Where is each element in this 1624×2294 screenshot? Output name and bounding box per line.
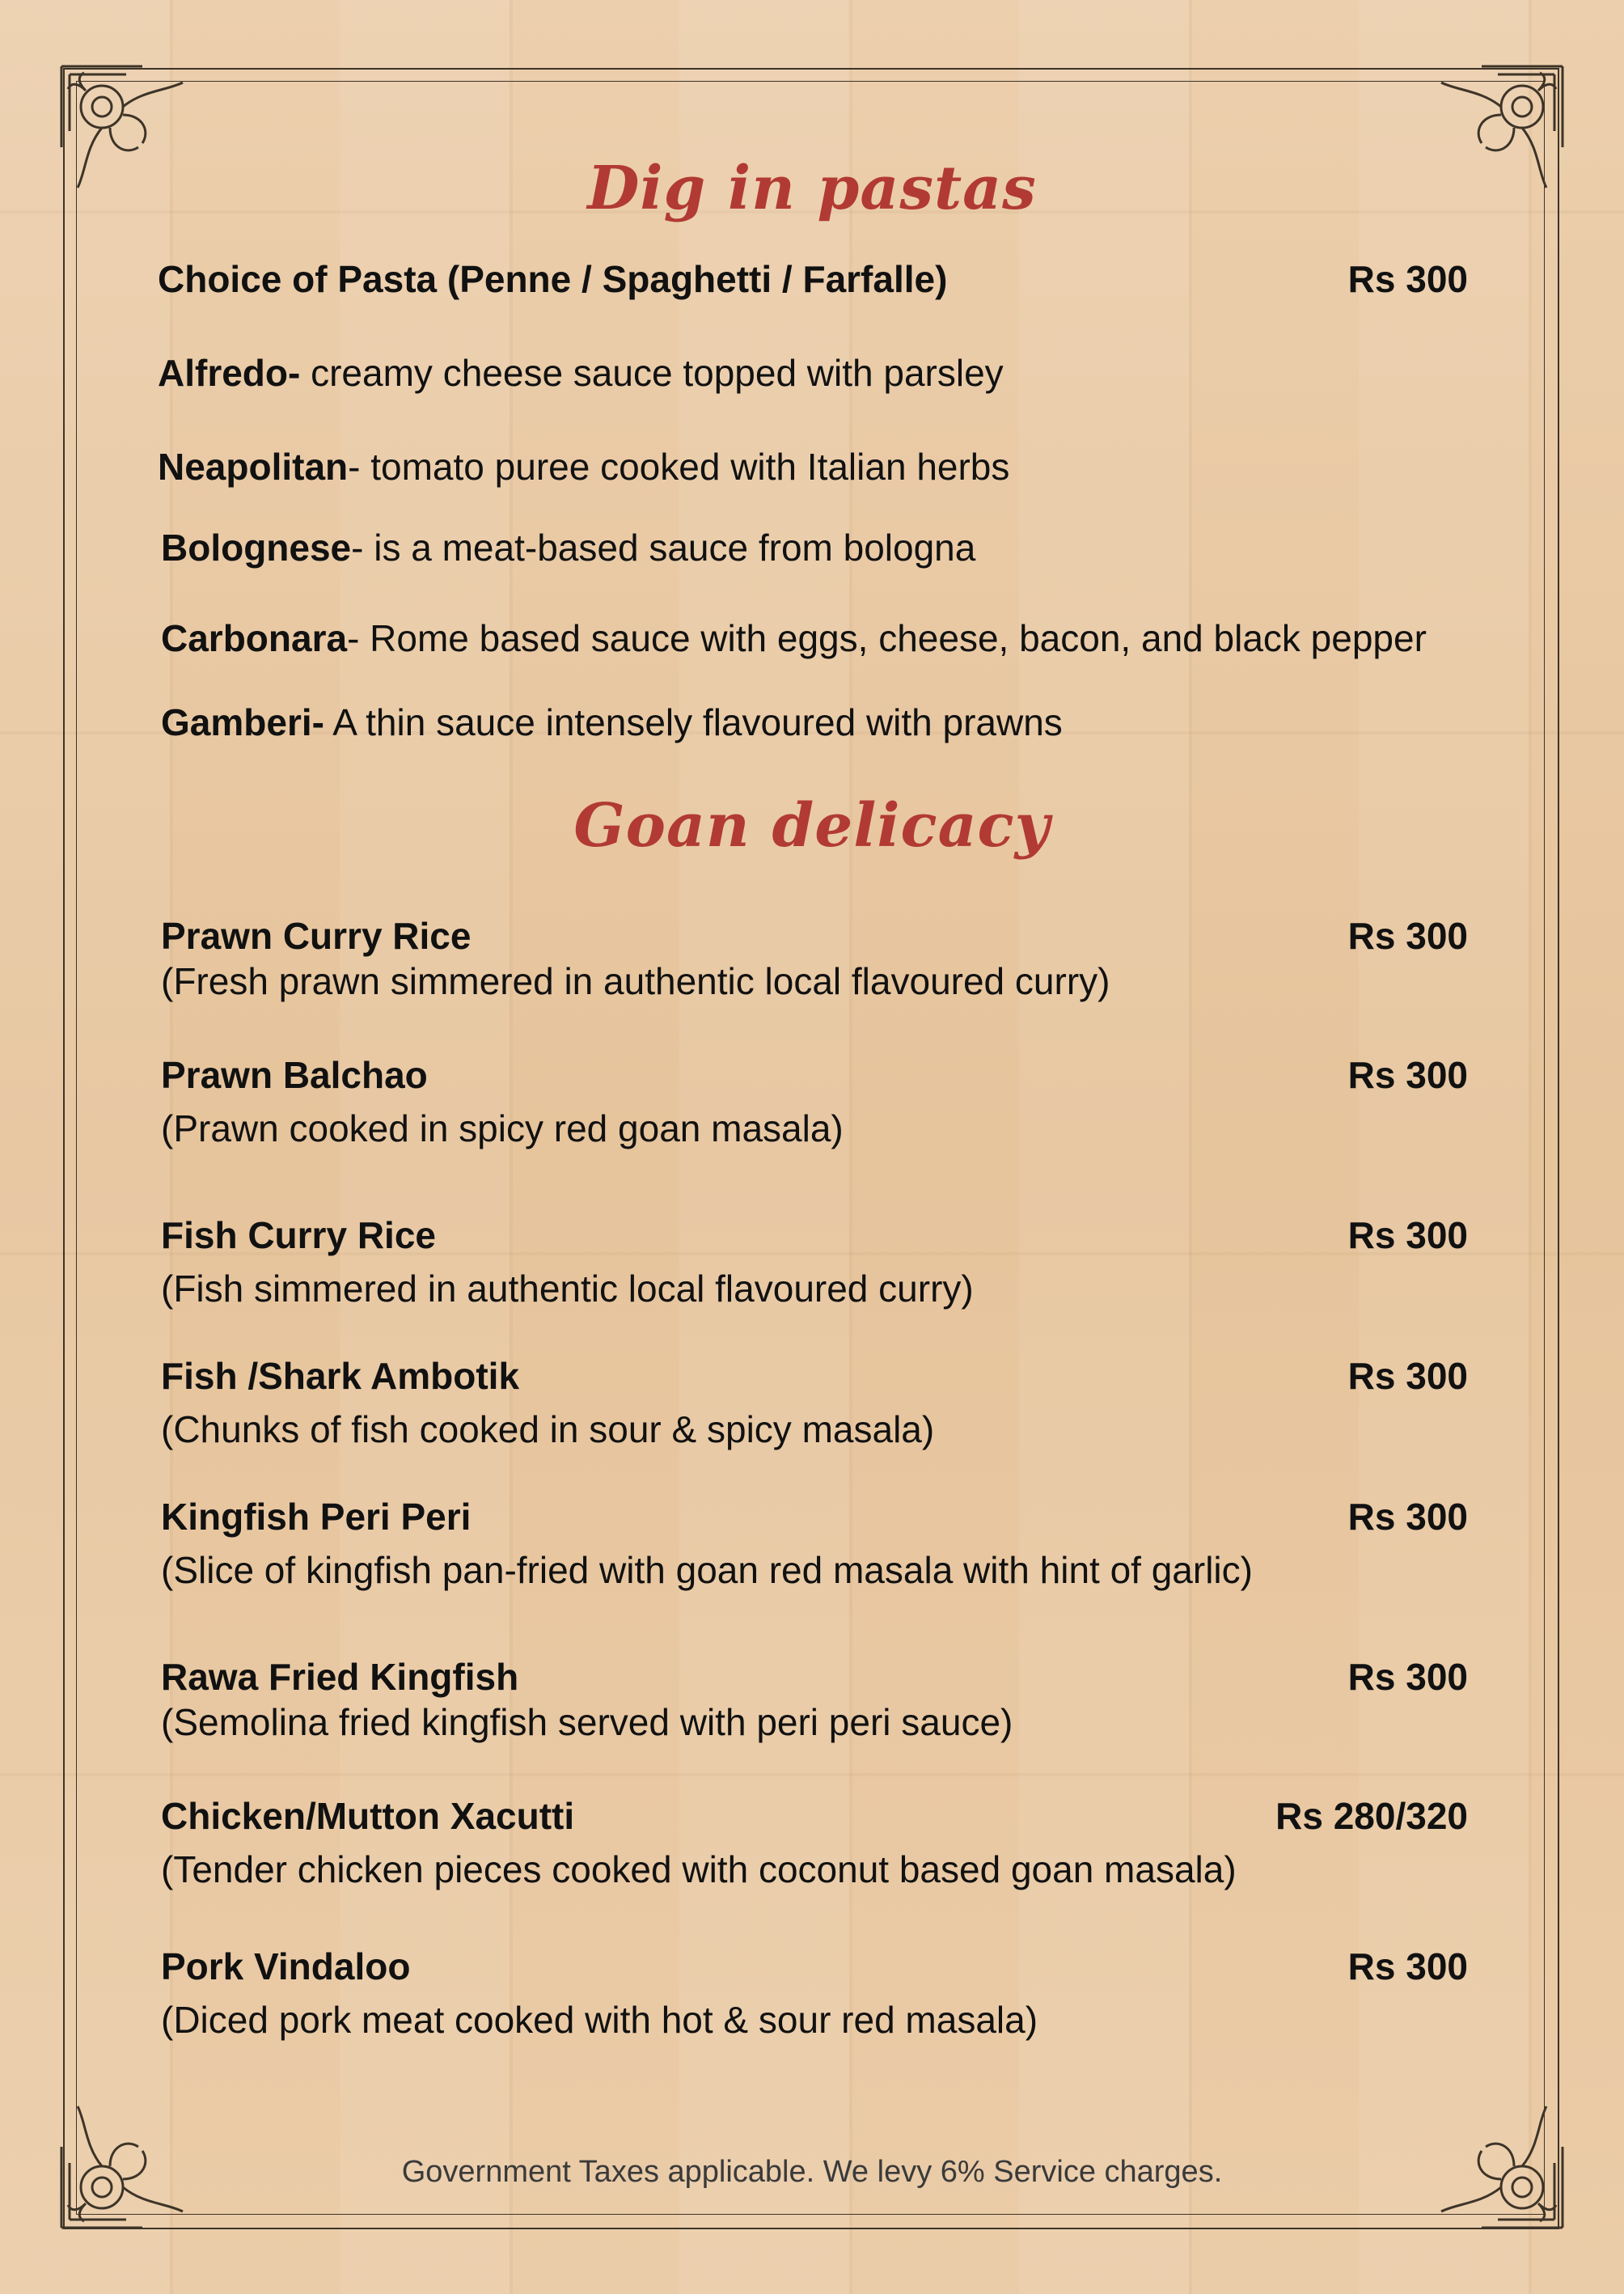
menu-item-desc: (Prawn cooked in spicy red goan masala) bbox=[161, 1107, 844, 1149]
menu-item-name: Chicken/Mutton Xacutti bbox=[161, 1795, 575, 1837]
menu-item-desc: (Slice of kingfish pan-fried with goan red masala with hint of garlic) bbox=[161, 1549, 1253, 1591]
menu-item-price: Rs 300 bbox=[1347, 915, 1468, 957]
sauce-desc: - tomato puree cooked with Italian herbs bbox=[348, 446, 1010, 488]
sauce-name: Bolognese bbox=[161, 527, 352, 569]
menu-item-name: Fish Curry Rice bbox=[161, 1214, 436, 1256]
sauce-item bbox=[158, 354, 1004, 392]
menu-item-desc: (Chunks of fish cooked in sour & spicy masala) bbox=[161, 1408, 935, 1450]
section-title-goan: Goan delicacy bbox=[573, 791, 1051, 861]
sauce-name: Alfredo- bbox=[158, 352, 301, 394]
menu-item-price: Rs 300 bbox=[1347, 1214, 1468, 1256]
pasta-choice-name: Choice of Pasta (Penne / Spaghetti / Farfalle) bbox=[158, 258, 948, 300]
menu-item-price: Rs 300 bbox=[1347, 1355, 1468, 1397]
sauce-item bbox=[158, 446, 1010, 488]
sauce-desc: creamy cheese sauce topped with parsley bbox=[300, 352, 1004, 394]
menu-item-price: Rs 300 bbox=[1347, 1054, 1468, 1096]
menu-item-desc: (Diced pork meat cooked with hot & sour red masala) bbox=[161, 1999, 1038, 2041]
menu-item-desc: (Fresh prawn simmered in authentic local flavoured curry) bbox=[161, 960, 1110, 1002]
menu-item-name: Kingfish Peri Peri bbox=[161, 1496, 472, 1538]
menu-item-name: Fish /Shark Ambotik bbox=[161, 1355, 520, 1397]
menu-item-name: Prawn Balchao bbox=[161, 1054, 428, 1096]
sauce-name: Neapolitan bbox=[158, 446, 349, 488]
menu-item-price: Rs 280/320 bbox=[1275, 1795, 1468, 1837]
menu-item-name: Prawn Curry Rice bbox=[161, 915, 472, 957]
menu-item-desc: (Tender chicken pieces cooked with coconut based goan masala) bbox=[161, 1848, 1237, 1890]
pasta-choice-price: Rs 300 bbox=[1347, 258, 1468, 300]
menu-item-name: Pork Vindaloo bbox=[161, 1945, 411, 1987]
menu-item-desc: (Fish simmered in authentic local flavoured curry) bbox=[161, 1268, 974, 1310]
sauce-desc: A thin sauce intensely flavoured with prawns bbox=[324, 701, 1063, 743]
menu-item-price: Rs 300 bbox=[1347, 1496, 1468, 1538]
sauce-desc: - Rome based sauce with eggs, cheese, bacon, and black pepper bbox=[347, 617, 1427, 659]
menu-item-price: Rs 300 bbox=[1347, 1945, 1468, 1987]
footer-note: Government Taxes applicable. We levy 6% Service charges. bbox=[401, 2155, 1223, 2189]
menu-item-desc: (Semolina fried kingfish served with peri peri sauce) bbox=[161, 1701, 1013, 1743]
sauce-name: Carbonara bbox=[161, 617, 348, 659]
sauce-name: Gamberi- bbox=[161, 701, 324, 743]
menu-item-price: Rs 300 bbox=[1347, 1656, 1468, 1698]
sauce-item bbox=[161, 527, 976, 569]
sauce-item bbox=[161, 701, 1063, 743]
menu-item-name: Rawa Fried Kingfish bbox=[161, 1656, 519, 1698]
sauce-desc: - is a meat-based sauce from bologna bbox=[351, 527, 976, 569]
sauce-item bbox=[161, 617, 1427, 659]
section-title-pastas: Dig in pastas bbox=[587, 154, 1037, 223]
